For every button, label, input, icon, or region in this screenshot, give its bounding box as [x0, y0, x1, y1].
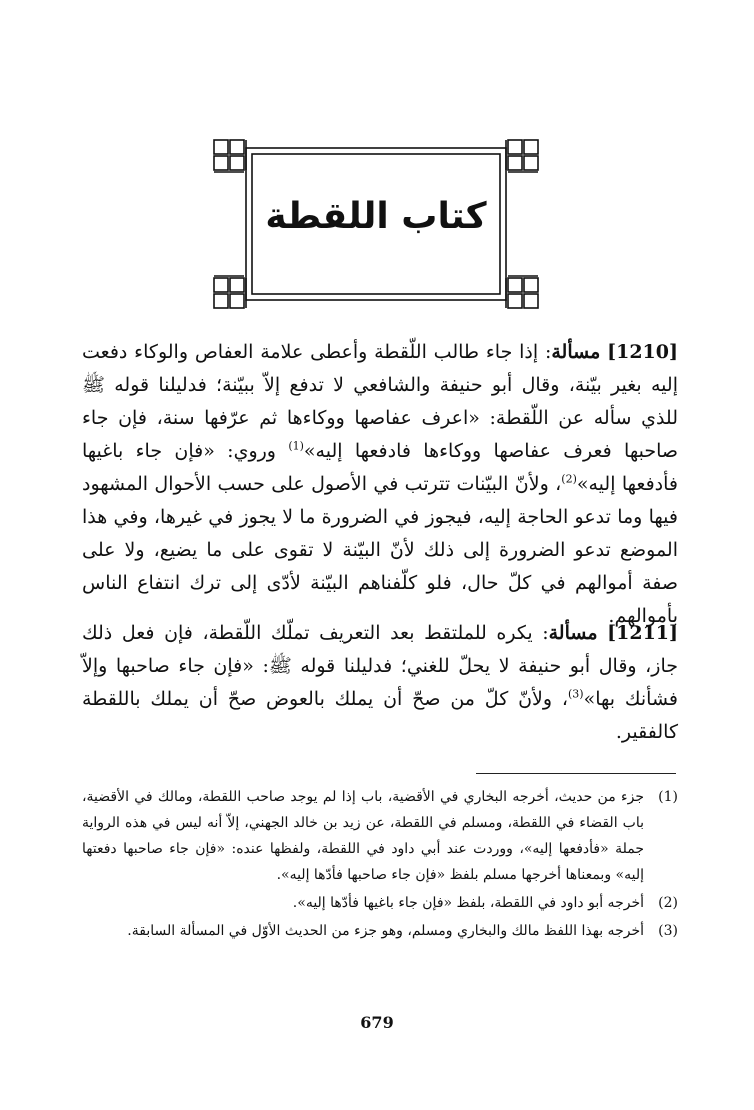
footnote-text: أخرجه بهذا اللفظ مالك والبخاري ومسلم، وهو جزء من الحديث الأوّل في المسألة السابقة. [127, 923, 644, 939]
issue-number: [1211] [607, 622, 679, 644]
footnote [82, 890, 678, 916]
issue-1211-paragraph [82, 617, 678, 749]
footnote-number: (2) [658, 895, 678, 911]
issue-label: مسألة [548, 622, 598, 644]
footnote-text: جزء من حديث، أخرجه البخاري في الأقضية، باب إذا لم يوجد صاحب اللقطة، ومالك في الأقضية، باب القضاء في اللقطة، ومسلم في اللقطة، عن زيد بن خالد الجهني، إلاّ أنه ليس في هذه الرواية جملة «فأدفعها إليه»، ووردت عند أبي داود في اللقطة، ولفظها عنده: «فإن جاء صاحبها دفعتها إليه» وبمعناها أخرجها مسلم بلفظ «فإن جاء صاحبها فأدّها إليه». [82, 789, 644, 883]
footnote-number: (1) [658, 789, 678, 805]
footnote-separator [476, 773, 676, 774]
issue-text: : إذا جاء طالب اللّقطة وأعطى علامة العفاص والوكاء دفعت إليه بغير بيّنة، وقال أبو حنيفة والشافعي لا تدفع إلاّ ببيّنة؛ فدليلنا قوله ﷺ للذي سأله عن اللّقطة: «اعرف عفاصها ووكاءها ثم عرّفها سنة، فإن جاء صاحبها فعرف عفاصها ووكاءها فادفعها إليه» [82, 341, 678, 462]
footnote [82, 784, 678, 888]
footnote-ref: (2) [561, 472, 577, 486]
issue-text: ، ولأنّ البيّنات تترتب في الأصول على حسب الأحوال المشهود فيها وما تدعو الحاجة إليه، فيجوز في الضرورة ما لا يجوز في غيرها، وفي هذا الموضع تدعو الضرورة إلى ذلك لأنّ البيّنة لا تقوى على ما يضيع، ولا على صفة أموالهم في كلّ حال، فلو كلّفناهم البيّنة لأدّى إلى ترك انتفاع الناس بأموالهم. [82, 473, 678, 627]
page-number: 679 [360, 1013, 394, 1032]
issue-text: وروي: «فإن جاء باغيها فأدفعها إليه» [82, 440, 678, 495]
footnote-ref: (3) [567, 687, 584, 701]
footnotes [82, 784, 678, 946]
footnote-number: (3) [658, 923, 678, 939]
footnote [82, 918, 678, 944]
chapter-title: كتاب اللقطة [265, 196, 487, 237]
issue-text: ، ولأنّ كلّ من صحّ أن يملك بالعوض صحّ أن يملك باللقطة كالفقير. [82, 688, 678, 743]
issue-number: [1210] [607, 341, 678, 363]
footnote-text: أخرجه أبو داود في اللقطة، بلفظ «فإن جاء باغيها فأدّها إليه». [292, 895, 644, 911]
issue-1210-paragraph [82, 336, 678, 633]
issue-label: مسألة [551, 341, 601, 363]
footnote-ref: (1) [288, 439, 304, 453]
issue-text: : يكره للملتقط بعد التعريف تملّك اللّقطة، فإن فعل ذلك جاز، وقال أبو حنيفة لا يحلّ للغني؛ فدليلنا قوله ﷺ: «فإن جاء صاحبها وإلاّ فشأنك بها» [82, 622, 678, 710]
